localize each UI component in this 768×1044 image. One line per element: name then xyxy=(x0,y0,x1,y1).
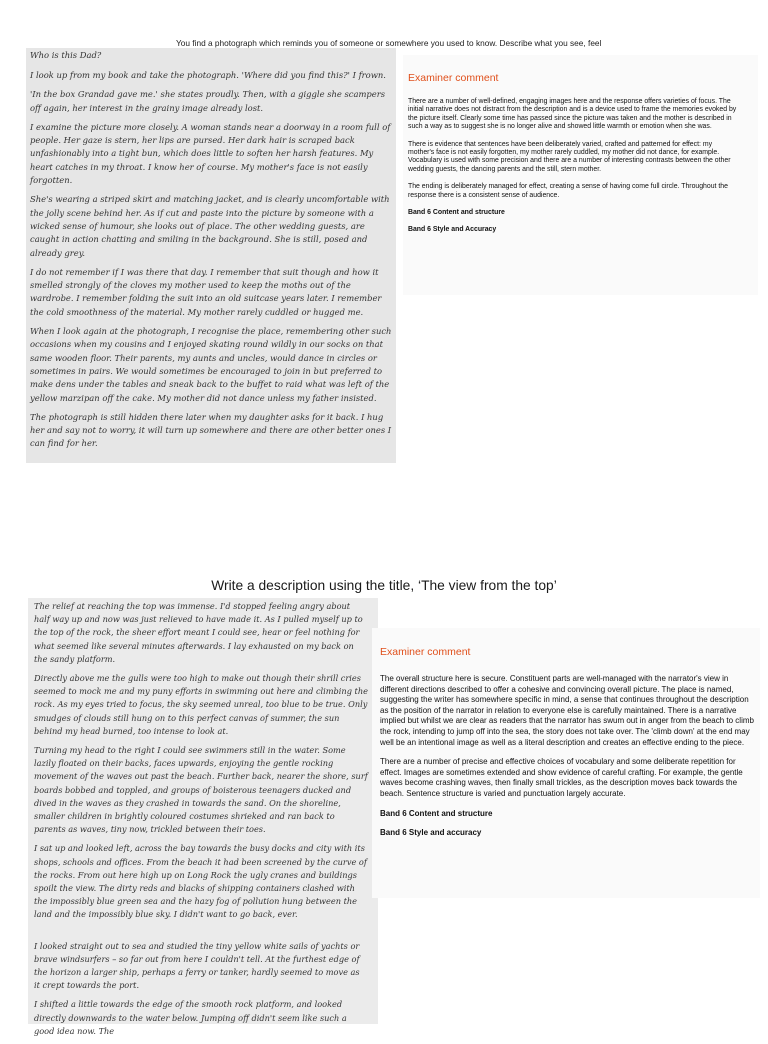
task-prompt-2: Write a description using the title, ‘The view from the top’ xyxy=(211,578,557,593)
examiner-paragraph: There are a number of precise and effective choices of vocabulary and some deliberate repetition for effect. Images are sometimes extended and show evidence of careful crafting. For example, the gentle waves become crashing waves, then finally small trickles, as the description moves back towards the beach. Sentence structure is varied and punctuation largely accurate. xyxy=(380,757,743,798)
response-paragraph: When I look again at the photograph, I recognise the place, remembering other such occasions when my cousins and I enjoyed skating round wildly in our socks on that same wooden floor. Their parents, my aunts and uncles, would dance in circles or sometimes in pairs. We would sometimes be encouraged to join in but preferred to make dens under the tables and sneak back to the buffet to raid what was left of the yellow marzipan off the cake. My mother did not dance unless my father insisted. xyxy=(30,326,392,403)
examiner-paragraph: There is evidence that sentences have been deliberately varied, crafted and patterned for effect: my mother's face is not easily forgotten, my mother rarely cuddled, my mother did not dance, for example. Vocabulary is used with some precision and there are a number of interesting contrasts between the other wedding guests, the dancing parents and the still, stern mother. xyxy=(408,140,731,173)
response-paragraph: 'In the box Grandad gave me.' she states proudly. Then, with a giggle she scampers off again, her interest in the grainy image already lost. xyxy=(30,89,386,113)
band-style-accuracy: Band 6 Style and Accuracy xyxy=(408,226,497,234)
examiner-comment-text-2 xyxy=(380,674,758,848)
response-paragraph: She's wearing a striped skirt and matching jacket, and is clearly uncomfortable with the jolly scene behind her. As if cut and paste into the picture by someone with a wicked sense of humour, she looks out of place. The other wedding guests, are caught in action chatting and smiling in the background. She is still, posed and already grey. xyxy=(30,194,390,258)
examiner-paragraph: There are a number of well-defined, engaging images here and the response offers varieties of focus. The initial narrative does not distract from the description and is a device used to frame the memories evoked by the picture itself. Clearly some time has passed since the picture was taken and the mother is described in such a way as to suggest she is no longer alive and showed little warmth or emotion when she was. xyxy=(408,98,737,131)
examiner-paragraph: The ending is deliberately managed for effect, creating a sense of having come full circle. Throughout the response there is a consistent sense of audience. xyxy=(408,183,728,199)
band-style-accuracy: Band 6 Style and accuracy xyxy=(380,828,482,838)
response-paragraph: I look up from my book and take the photograph. 'Where did you find this?' I frown. xyxy=(30,70,386,80)
response-paragraph: The photograph is still hidden there later when my daughter asks for it back. I hug her and say not to worry, it will turn up somewhere and there are other better ones I can find for her. xyxy=(30,411,392,449)
story-title: Who is this Dad? xyxy=(30,50,102,60)
examiner-comment-text-1 xyxy=(408,98,738,244)
examiner-comment-heading: Examiner comment xyxy=(408,72,499,84)
examiner-paragraph: The overall structure here is secure. Constituent parts are well-managed with the narrator's view in different directions described to offer a cohesive and convincing overall picture. The place is named, suggesting the writer has somewhere specific in mind, a sense that continues throughout the description as the position of the narrator in relation to everyone else is carefully maintained. There is a narrative implied but whilst we are clear as readers that the narrator has swum out in anger from the beach to climb the rock, intending to jump off into the sea, the story does not take over. The 'climb down' at the end may well be an intentional image as well as a literal description and creates an effective ending to the piece. xyxy=(380,674,754,747)
response-paragraph: Turning my head to the right I could see swimmers still in the water. Some lazily floated on their backs, faces upwards, enjoying the gentle rocking movement of the waves out past the beach. Further back, nearer the shore, surf boards bobbed and toppled, and groups of boisterous teenagers ducked and dived in the waves as they crashed in towards the sand. On the shoreline, smaller children in brightly coloured costumes shrieked and ran back to parents as waves, tiny now, trickled between their toes. xyxy=(34,745,368,835)
band-content-structure: Band 6 Content and structure xyxy=(408,209,505,217)
response-paragraph: I looked straight out to sea and studied the tiny yellow white sails of yachts or brave windsurfers – so far out from here I couldn't tell. At the furthest edge of the horizon a larger ship, perhaps a ferry or tanker, hardly seemed to move as it crept towards the port. xyxy=(34,940,360,991)
response-paragraph: I sat up and looked left, across the bay towards the busy docks and city with its shops, schools and offices. From the beach it had been screened by the curve of the rocks. From out here high up on Long Rock the ugly cranes and buildings spoilt the view. The dirty reds and blacks of shipping containers clashed with the impossibly blue green sea and the hazy fog of pollution hung between the land and the impossibly blue sky. I didn't want to go back, ever. xyxy=(34,843,367,920)
band-content-structure: Band 6 Content and structure xyxy=(380,808,493,818)
task-prompt-1: You find a photograph which reminds you of someone or somewhere you used to know. Describe what you see, feel xyxy=(176,38,602,48)
examiner-comment-heading: Examiner comment xyxy=(380,646,471,658)
student-response-text-1 xyxy=(30,69,392,457)
response-paragraph: I do not remember if I was there that day. I remember that suit though and how it smelled strongly of the cloves my mother used to keep the moths out of the wardrobe. I remember folding the suit into an old suitcase years later. I remember the cold smoothness of the material. My mother rarely cuddled or hugged me. xyxy=(30,266,382,317)
response-paragraph: I shifted a little towards the edge of the smooth rock platform, and looked directly downwards to the water below. Jumping off didn't seem like such a good idea now. The xyxy=(34,999,347,1036)
student-response-text-2 xyxy=(34,600,368,1044)
response-paragraph: Directly above me the gulls were too high to make out though their shrill cries seemed to mock me and my puny efforts in swimming out here and climbing the rock. As my eyes tried to focus, the sky seemed unreal, too blue to be true. Only smudges of clouds still hung on to this perfect canvas of summer, the sun behind my head burned, too intense to look at. xyxy=(34,673,368,736)
response-paragraph: The relief at reaching the top was immense. I'd stopped feeling angry about half way up and now was just relieved to have made it. As I pulled myself up to the top of the rock, the sheer effort meant I could see, hear or feel nothing for what seemed like several minutes afterwards. I lay exhausted on my back on the sandy platform. xyxy=(34,601,363,664)
response-paragraph: I examine the picture more closely. A woman stands near a doorway in a room full of people. Her gaze is stern, her lips are pursed. Her dark hair is scraped back unfashionably into a tight bun, which does little to soften her harsh features. My heart catches in my throat. I know her of course. My mother's face is not easily forgotten. xyxy=(30,121,391,186)
